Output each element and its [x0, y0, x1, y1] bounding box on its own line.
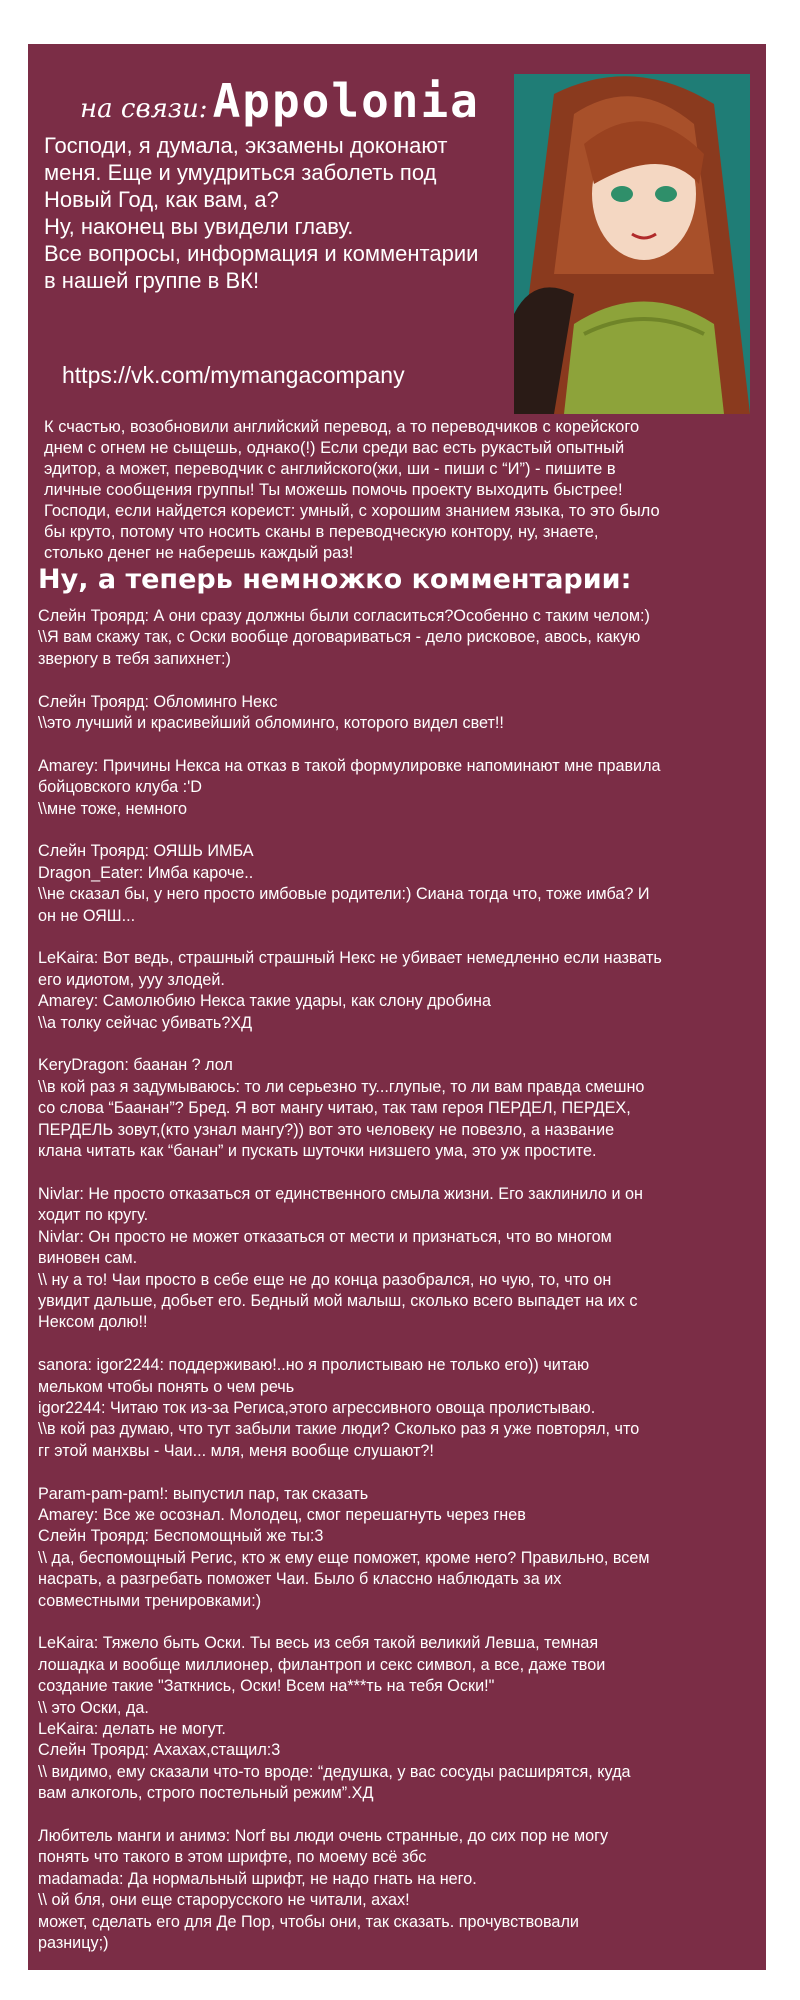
comment-line: \\ ой бля, они еще старорусского не читали, ахах! — [38, 1891, 410, 1910]
vk-group-link[interactable]: https://vk.com/mymangacompany — [62, 362, 405, 388]
intro-line: Новый Год, как вам, а? — [44, 187, 279, 212]
comment-line: ходит по кругу. — [38, 1206, 149, 1225]
comment-line: создание такие "Заткнись, Оски! Всем на***ть на тебя Оски!" — [38, 1677, 495, 1696]
comment-block — [38, 1826, 758, 1954]
comment-block — [38, 1355, 758, 1462]
comment-block — [38, 606, 758, 670]
comment-line: \\ ну а то! Чаи просто в себе еще не до конца разобрался, но чую, то, что он — [38, 1270, 612, 1289]
comment-line: бойцовского клуба :'D — [38, 778, 202, 797]
comment-block — [38, 692, 758, 735]
comment-line: \\Я вам скажу так, с Оски вообще договариваться - дело рисковое, авось, какую — [38, 628, 641, 647]
comment-line: Amarey: Самолюбию Некса такие удары, как слону дробина — [38, 992, 491, 1011]
notice-line: бы круто, потому что носить сканы в переводческую контору, ну, знаете, — [44, 523, 599, 541]
notice-line: личные сообщения группы! Ты можешь помочь проекту выходить быстрее! — [44, 481, 623, 499]
intro-text — [44, 132, 544, 294]
comment-line: Nivlar: Он просто не может отказаться от мести и признаться, что во многом — [38, 1227, 612, 1246]
intro-line: Ну, наконец вы увидели главу. — [44, 214, 354, 239]
comment-line: igor2244: Читаю ток из-за Региса,этого агрессивного овоща пролистываю. — [38, 1398, 596, 1417]
credits-panel — [28, 44, 766, 1970]
comment-line: Слейн Троярд: Обломинго Некс — [38, 692, 278, 711]
comment-line: \\ видимо, ему сказали что-то вроде: “дедушка, у вас сосуды расширятся, куда — [38, 1762, 631, 1781]
comment-line: со слова “Баанан”? Бред. Я вот мангу читаю, так там героя ПЕРДЕЛ, ПЕРДЕХ, — [38, 1099, 631, 1118]
comment-line: Nivlar: Не просто отказаться от единственного смыла жизни. Его заклинило и он — [38, 1184, 643, 1203]
comment-line: насрать, а разгребать поможет Чаи. Было б классно наблюдать за их — [38, 1570, 562, 1589]
comment-block — [38, 1633, 758, 1804]
comment-line: разницу;) — [38, 1934, 109, 1953]
comment-block — [38, 1484, 758, 1612]
comment-line: Слейн Троярд: ОЯШЬ ИМБА — [38, 842, 254, 861]
comment-line: Amarey: Причины Некса на отказ в такой формулировке напоминают мне правила — [38, 756, 661, 775]
comment-line: виновен сам. — [38, 1249, 138, 1268]
comment-line: sanora: igor2244: поддерживаю!..но я пролистываю не только его)) читаю — [38, 1356, 590, 1375]
comment-line: он не ОЯШ... — [38, 906, 136, 925]
notice-line: эдитор, а может, переводчик с английского(жи, ши - пиши с “И”) - пишите в — [44, 460, 616, 478]
comment-line: увидит дальше, добьет его. Бедный мой малыш, сколько всего выпадет на их с — [38, 1291, 638, 1310]
recruitment-notice — [44, 417, 750, 564]
comment-line: Слейн Троярд: Ахахах,стащил:3 — [38, 1741, 281, 1760]
comments-section — [38, 606, 758, 1976]
intro-line: в нашей группе в ВК! — [44, 268, 260, 293]
comment-line: Слейн Троярд: Беспомощный же ты:3 — [38, 1527, 324, 1546]
comment-line: \\в кой раз думаю, что тут забыли такие люди? Сколько раз я уже повторял, что — [38, 1420, 640, 1439]
comment-line: \\не сказал бы, у него просто имбовые родители:) Сиана тогда что, тоже имба? И — [38, 885, 650, 904]
comment-block — [38, 841, 758, 927]
comment-block — [38, 1055, 758, 1162]
comment-line: \\мне тоже, немного — [38, 799, 188, 818]
comment-line: \\ это Оски, да. — [38, 1698, 149, 1717]
translator-name: Appolonia — [212, 74, 480, 128]
comment-block — [38, 1184, 758, 1334]
comment-line: совместными тренировками:) — [38, 1591, 262, 1610]
comment-line: madamada: Да нормальный шрифт, не надо гнать на него. — [38, 1869, 477, 1888]
comment-line: Любитель манги и анимэ: Norf вы люди очень странные, до сих пор не могу — [38, 1827, 609, 1845]
title-prefix: на связи: — [80, 94, 208, 124]
comment-line: его идиотом, ууу злодей. — [38, 970, 225, 989]
intro-line: меня. Еще и умудриться заболеть под — [44, 160, 437, 185]
comment-line: мельком чтобы понять о чем речь — [38, 1377, 295, 1396]
comment-line: LeKaira: делать не могут. — [38, 1719, 226, 1738]
comment-line: понять что такого в этом шрифте, по моему всё збс — [38, 1848, 427, 1867]
comment-line: Param-pam-pam!: выпустил пар, так сказать — [38, 1484, 369, 1503]
notice-line: К счастью, возобновили английский перевод, а то переводчиков с корейского — [44, 418, 640, 436]
comment-line: Amarey: Все же осознал. Молодец, смог перешагнуть через гнев — [38, 1505, 526, 1524]
intro-line: Все вопросы, информация и комментарии — [44, 241, 479, 266]
comment-line: клана читать как “банан” и пускать шуточки низшего ума, это уж простите. — [38, 1142, 597, 1161]
comment-line: Нексом долю!! — [38, 1313, 148, 1332]
comment-line: Dragon_Eater: Имба кароче.. — [38, 863, 254, 882]
comment-line: \\а толку сейчас убивать?ХД — [38, 1013, 253, 1032]
comment-line: вам алкоголь, строго постельный режим”.ХД — [38, 1784, 374, 1803]
notice-line: Господи, если найдется кореист: умный, с хорошим знанием языка, то это было — [44, 502, 660, 520]
comment-line: может, сделать его для Де Пор, чтобы они, так сказать. прочувствовали — [38, 1912, 579, 1931]
page-title — [80, 74, 540, 128]
comment-line: зверюгу в тебя запихнет:) — [38, 649, 231, 668]
notice-line: столько денег не наберешь каждый раз! — [44, 544, 354, 562]
comment-line: ПЕРДЕЛЬ зовут,(кто узнал мангу?)) вот это человеку не повезло, а название — [38, 1120, 615, 1139]
comment-line: \\ да, беспомощный Регис, кто ж ему еще поможет, кроме него? Правильно, всем — [38, 1548, 650, 1567]
comment-line: гг этой манхвы - Чаи... мля, меня вообще слушают?! — [38, 1441, 434, 1460]
comment-line: LeKaira: Тяжело быть Оски. Ты весь из себя такой великий Левша, темная — [38, 1634, 599, 1653]
comment-block — [38, 756, 758, 820]
notice-line: днем с огнем не сыщешь, однако(!) Если среди вас есть рукастый опытный — [44, 439, 625, 457]
comment-line: KeryDragon: баанан ? лол — [38, 1056, 233, 1075]
comment-block — [38, 948, 758, 1034]
intro-line: Господи, я думала, экзамены доконают — [44, 133, 448, 158]
comment-line: Слейн Троярд: А они сразу должны были согласиться?Особенно с таким челом:) — [38, 607, 650, 625]
comments-heading: Ну, а теперь немножко комментарии: — [38, 564, 632, 595]
comment-line: лошадка и вообще миллионер, филантроп и секс символ, а все, даже твои — [38, 1655, 606, 1674]
comment-line: LeKaira: Вот ведь, страшный страшный Некс не убивает немедленно если назвать — [38, 949, 662, 968]
comment-line: \\в кой раз я задумываюсь: то ли серьезно ту...глупые, то ли вам правда смешно — [38, 1077, 645, 1096]
comment-line: \\это лучший и красивейший обломинго, которого видел свет!! — [38, 714, 504, 733]
anime-girl-portrait-icon — [514, 74, 750, 414]
